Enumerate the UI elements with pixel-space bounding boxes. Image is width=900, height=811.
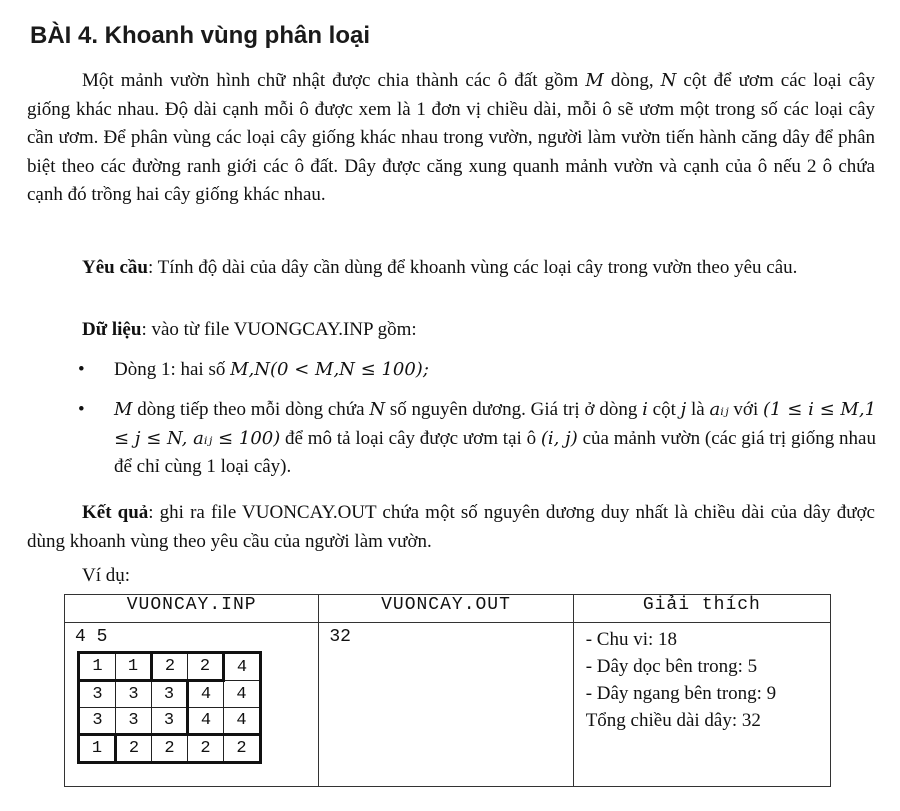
grid-cell: 2: [152, 653, 188, 681]
grid-cell: 3: [79, 708, 116, 735]
explain-cell: [573, 623, 830, 787]
grid-cell: 4: [224, 681, 261, 708]
grid-cell: 3: [79, 681, 116, 708]
explain-line: - Dây dọc bên trong: 5: [585, 656, 758, 677]
grid-cell: 4: [224, 708, 261, 735]
grid-cell: 3: [152, 708, 188, 735]
grid-cell: 4: [188, 681, 224, 708]
explain-line: - Chu vi: 18: [585, 629, 677, 650]
input-first-line: 4 5: [75, 627, 108, 647]
input-cell: [65, 623, 319, 787]
header-explain: Giải thích: [573, 595, 830, 623]
intro-paragraph: Một mảnh vườn hình chữ nhật được chia thành các ô đất gồm M dòng, N cột để ươm các loại cây giống khác nhau. Độ dài cạnh mỗi ô được xem là 1 đơn vị chiều dài, mỗi ô sẽ ươm một trong số các loại cây cần ươm. Để phân vùng các loại cây giống khác nhau trong vườn, người làm vườn tiến hành căng dây để phân biệt theo các đường ranh giới các ô đất. Dây được căng xung quanh mảnh vườn và cạnh của ô nếu 2 ô chứa cạnh đó trồng hai cây giống khác nhau.: [27, 70, 876, 205]
grid-cell: 2: [152, 735, 188, 763]
bullet-icon: •: [78, 359, 85, 380]
output-cell: [319, 623, 573, 787]
grid-cell: 1: [79, 735, 116, 763]
requirement-paragraph: Yêu cầu: Tính độ dài của dây cần dùng để khoanh vùng các loại cây trong vườn theo yêu câu.: [82, 257, 798, 278]
grid-cell: 3: [116, 681, 152, 708]
grid-cell: 4: [188, 708, 224, 735]
input-heading: Dữ liệu: vào từ file VUONGCAY.INP gồm:: [82, 319, 417, 340]
grid-cell: 3: [116, 708, 152, 735]
list-item: • M dòng tiếp theo mỗi dòng chứa N số nguyên dương. Giá trị ở dòng i cột j là aᵢⱼ với (1 ≤ i ≤ M,1 ≤ j ≤ N, aᵢⱼ ≤ 100) để mô tả loại cây được ươm tại ô (i, j) của mảnh vườn (các giá trị giống nhau để chỉ cùng 1 loại cây).: [78, 396, 876, 482]
explain-line: - Dây ngang bên trong: 9: [585, 683, 777, 704]
header-out: VUONCAY.OUT: [319, 595, 573, 623]
page-title: BÀI 4. Khoanh vùng phân loại: [30, 22, 371, 49]
header-inp: VUONCAY.INP: [65, 595, 319, 623]
list-item: • Dòng 1: hai số M,N(0 < M,N ≤ 100);: [78, 356, 876, 385]
grid-cell: 1: [116, 653, 152, 681]
grid-cell: 2: [188, 653, 224, 681]
output-value: 32: [329, 627, 351, 647]
grid-cell: 2: [224, 735, 261, 763]
bullet-icon: •: [78, 399, 85, 420]
grid-cell: 4: [224, 653, 261, 681]
garden-grid: [77, 651, 262, 764]
example-label: Ví dụ:: [82, 565, 131, 586]
grid-cell: 3: [152, 681, 188, 708]
grid-cell: 2: [116, 735, 152, 763]
grid-cell: 2: [188, 735, 224, 763]
output-paragraph: Kết quả: ghi ra file VUONCAY.OUT chứa một số nguyên dương duy nhất là chiều dài của dây được dùng khoanh vùng theo yêu cầu của người làm vườn.: [27, 502, 875, 552]
grid-cell: 1: [79, 653, 116, 681]
example-table: [64, 594, 831, 787]
explain-line: Tổng chiều dài dây: 32: [585, 710, 761, 731]
